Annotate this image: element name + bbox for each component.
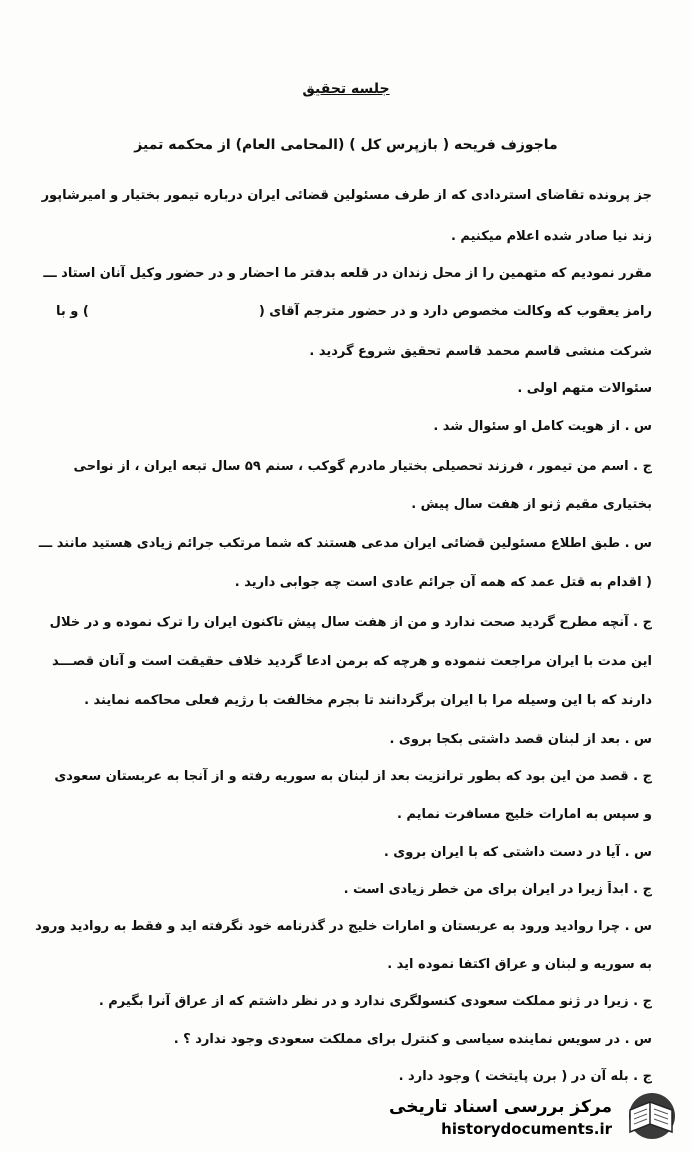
text-line: زند نیا صادر شده اعلام میکنیم .: [450, 229, 652, 244]
document-subtitle: ماجوزف فریحه ( بازپرس کل ) (المحامی العام) از محکمه تمیز: [134, 137, 558, 153]
book-logo-icon: [620, 1090, 678, 1142]
text-line: ج . ابداً زیرا در ایران برای من خطر زیادی است .: [343, 882, 652, 897]
text-line: ج . بله آن در ( برن پایتخت ) وجود دارد .: [398, 1069, 652, 1084]
text-line: ج . قصد من این بود که بطور ترانزیت بعد از لبنان به سوریه رفته و از آنجا به عربستان سعودی: [54, 769, 652, 784]
text-line: س . چرا روادید ورود به عربستان و امارات خلیج در گذرنامه خود نگرفته اید و فقط به روادید ورود: [35, 919, 652, 934]
document-title: جلسه تحقیق: [302, 81, 390, 97]
text-line-with-blank: [30, 303, 652, 321]
text-line: به سوریه و لبنان و عراق اکتفا نموده اید .: [387, 957, 652, 972]
watermark-url: historydocuments.ir: [441, 1120, 612, 1138]
text-line: مقرر نمودیم که متهمین را از محل زندان در قلعه بدفتر ما احضار و در حضور وکیل آنان استاد ـــ: [43, 266, 652, 281]
text-line: و سپس به امارات خلیج مسافرت نمایم .: [396, 807, 652, 822]
text-line: این مدت با ایران مراجعت ننموده و هرچه که برمن ادعا گردید خلاف حقیقت است و آنان قصـــد: [51, 654, 652, 669]
text-line: س . آیا در دست داشتی که با ایران بروی .: [383, 845, 652, 860]
text-line: ج . آنچه مطرح گردید صحت ندارد و من از هفت سال پیش تاکنون ایران را ترک نموده و در خلال: [49, 615, 652, 630]
text-line: ج . زیرا در ژنو مملکت سعودی کنسولگری ندارد و در نظر داشتم که از عراق آنرا بگیرم .: [98, 994, 652, 1009]
text-line: جز پرونده تقاضای استردادی که از طرف مسئولین قضائی ایران درباره تیمور بختیار و امیرشاپور: [41, 188, 652, 203]
text-line: س . طبق اطلاع مسئولین قضائی ایران مدعی هستند که شما مرتکب جرائم زیادی هستید مانند ـــ: [38, 536, 652, 551]
text-line: ( اقدام به قتل عمد که همه آن جرائم عادی است چه جوابی دارید .: [234, 575, 652, 590]
text-line: س . بعد از لبنان قصد داشتی بکجا بروی .: [389, 732, 652, 747]
text-line: بختیاری مقیم ژنو از هفت سال پیش .: [411, 497, 652, 512]
text-line: دارند که با این وسیله مرا با ایران برگردانند تا بجرم مخالفت با رژیم فعلی محاکمه نمایند .: [84, 693, 652, 708]
text-line: س . در سویس نماینده سیاسی و کنترل برای مملکت سعودی وجود ندارد ؟ .: [173, 1032, 652, 1047]
text-line: س . از هویت کامل او سئوال شد .: [433, 419, 652, 434]
text-line: سئوالات متهم اولی .: [517, 381, 652, 396]
text-line: شرکت منشی قاسم محمد قاسم تحقیق شروع گردید .: [309, 344, 652, 359]
text-line: ج . اسم من تیمور ، فرزند تحصیلی بختیار مادرم گوکب ، سنم ۵۹ سال تبعه ایران ، از نواحی: [73, 459, 652, 474]
text-segment: ) و با: [55, 304, 89, 319]
watermark-persian: مرکز بررسی اسناد تاریخی: [389, 1097, 612, 1117]
text-segment: رامز یعقوب که وکالت مخصوص دارد و در حضور مترجم آقای (: [258, 304, 652, 319]
